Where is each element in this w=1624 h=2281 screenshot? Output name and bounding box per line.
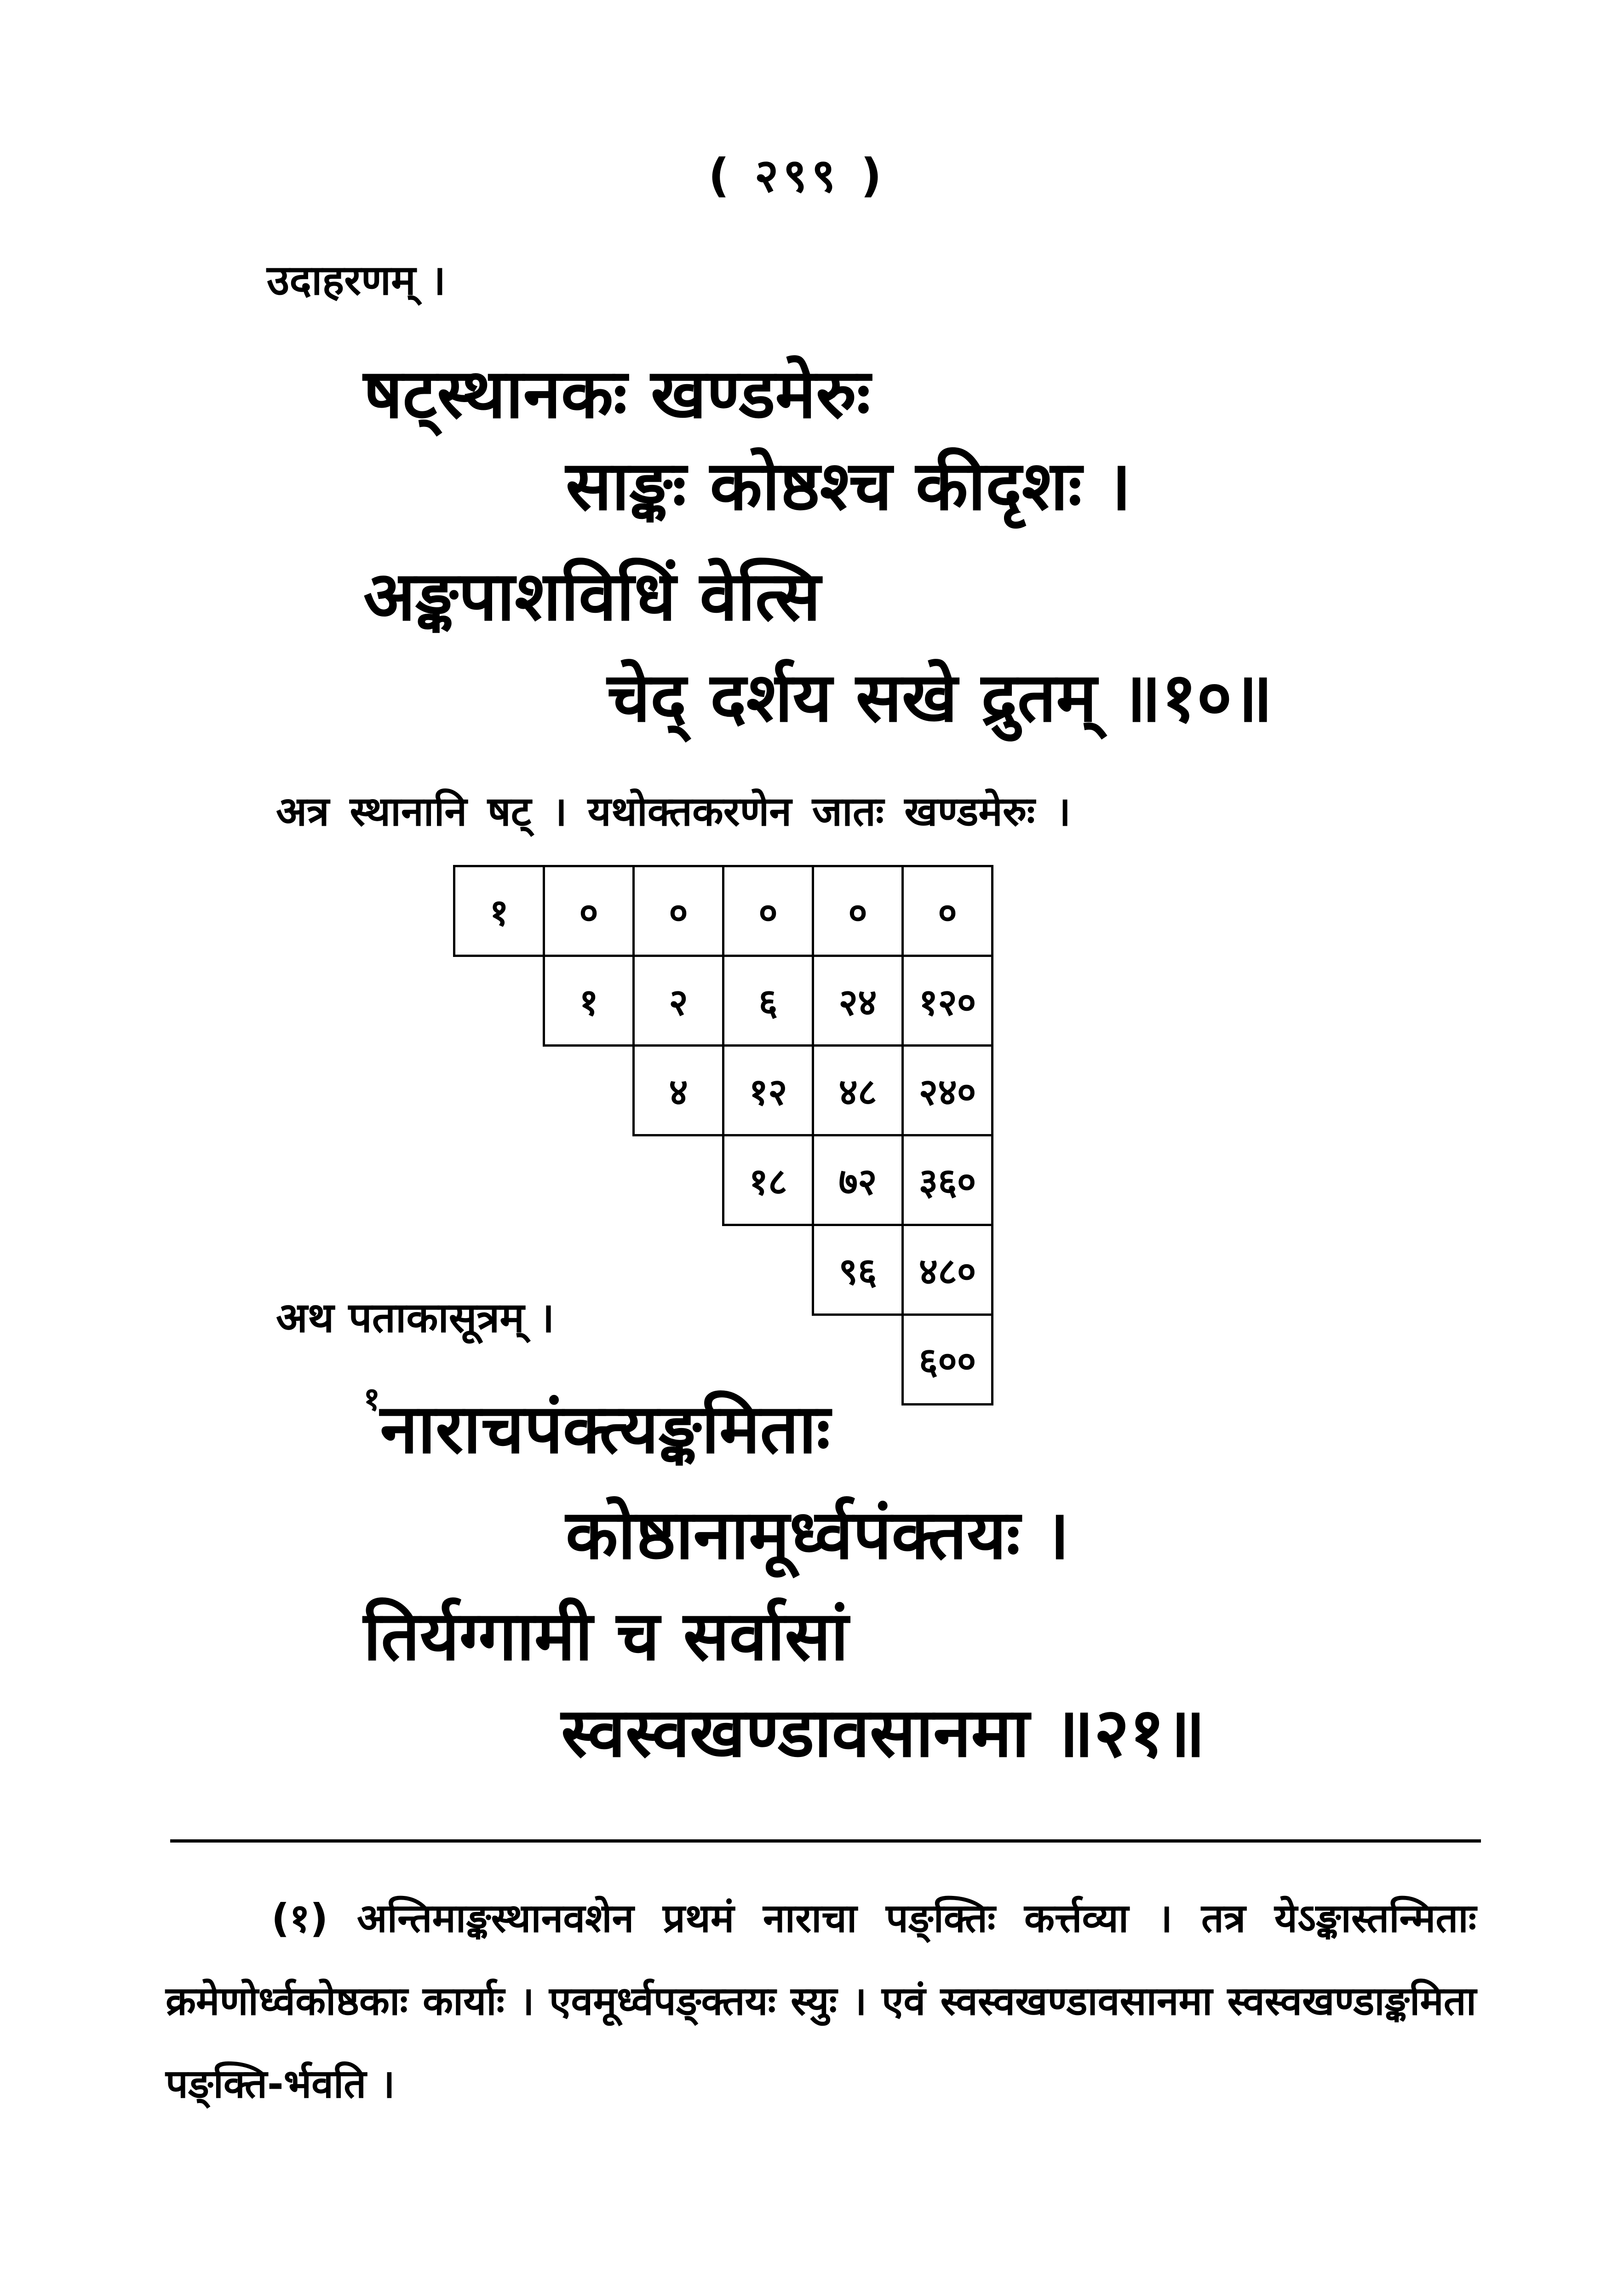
- meru-empty-cell: [454, 1135, 544, 1225]
- verse-2-line-3: तिर्यग्गामी च सर्वासां: [363, 1596, 849, 1676]
- footnote-divider: [170, 1839, 1481, 1843]
- verse-1-line-4: चेद् दर्शय सखे द्रुतम् ॥१०॥: [607, 658, 1273, 737]
- example-heading: उदाहरणम् ।: [267, 256, 446, 305]
- meru-cell: ४८०: [903, 1225, 993, 1315]
- intro-text: अत्र स्थानानि षट् । यथोक्तकरणेन जातः खण्डमेरुः ।: [276, 788, 1071, 835]
- meru-row: [454, 866, 993, 956]
- meru-cell: ६००: [903, 1315, 993, 1405]
- meru-cell: ४: [634, 1046, 723, 1135]
- footnote-text: अन्तिमाङ्कस्थानवशेन प्रथमं नाराचा पङ्क्तिः कर्त्तव्या । तत्र येऽङ्कास्तन्मिताः क्रमेणोर्ध्वकोष्ठकाः कार्याः । एवमूर्ध्वपङ्क्तयः स्युः । एवं स्वस्वखण्डावसानमा स्वस्वखण्डाङ्कमिता पङ्क्ति-र्भवति ।: [166, 1895, 1476, 2107]
- meru-cell: ३६०: [903, 1135, 993, 1225]
- meru-row: [454, 956, 993, 1046]
- page-number: ( २९९ ): [708, 149, 887, 202]
- meru-cell: २४०: [903, 1046, 993, 1135]
- meru-empty-cell: [454, 1046, 544, 1135]
- verse-1-line-2: साङ्कः कोष्ठश्च कीदृशः ।: [566, 446, 1131, 525]
- footnote-reference: १: [363, 1380, 380, 1418]
- meru-row: [454, 1046, 993, 1135]
- meru-cell: ६: [723, 956, 813, 1046]
- meru-cell: १: [544, 956, 634, 1046]
- meru-empty-cell: [454, 956, 544, 1046]
- verse-2-line-1: [363, 1380, 830, 1473]
- meru-cell: २४: [813, 956, 903, 1046]
- meru-empty-cell: [544, 1225, 634, 1315]
- verse-2-line-1-text: नाराचपंक्त्यङ्कमिताः: [380, 1389, 830, 1469]
- verse-1-line-3: अङ्कपाशविधिं वेत्सि: [363, 557, 821, 636]
- meru-cell: १: [454, 866, 544, 956]
- verse-1-line-1: षट्स्थानकः खण्डमेरुः: [363, 354, 871, 433]
- meru-cell: १८: [723, 1135, 813, 1225]
- meru-empty-cell: [634, 1225, 723, 1315]
- meru-empty-cell: [723, 1225, 813, 1315]
- sutra-heading: अथ पताकासूत्रम् ।: [276, 1294, 555, 1342]
- meru-row: [454, 1135, 993, 1225]
- meru-empty-cell: [544, 1046, 634, 1135]
- verse-2-line-2: कोष्ठानामूर्ध्वपंक्तयः ।: [566, 1495, 1070, 1574]
- meru-empty-cell: [544, 1135, 634, 1225]
- meru-cell: ०: [903, 866, 993, 956]
- meru-cell: ४८: [813, 1046, 903, 1135]
- meru-cell: १२०: [903, 956, 993, 1046]
- meru-cell: ०: [544, 866, 634, 956]
- footnote-marker: (१): [271, 1895, 328, 1941]
- meru-cell: २: [634, 956, 723, 1046]
- meru-cell: ९६: [813, 1225, 903, 1315]
- footnote: [166, 1877, 1476, 2125]
- meru-empty-cell: [634, 1135, 723, 1225]
- verse-2-line-4: स्वस्वखण्डावसानमा ॥२१॥: [561, 1693, 1205, 1772]
- meru-cell: ०: [634, 866, 723, 956]
- meru-cell: ७२: [813, 1135, 903, 1225]
- meru-cell: १२: [723, 1046, 813, 1135]
- meru-cell: ०: [723, 866, 813, 956]
- meru-cell: ०: [813, 866, 903, 956]
